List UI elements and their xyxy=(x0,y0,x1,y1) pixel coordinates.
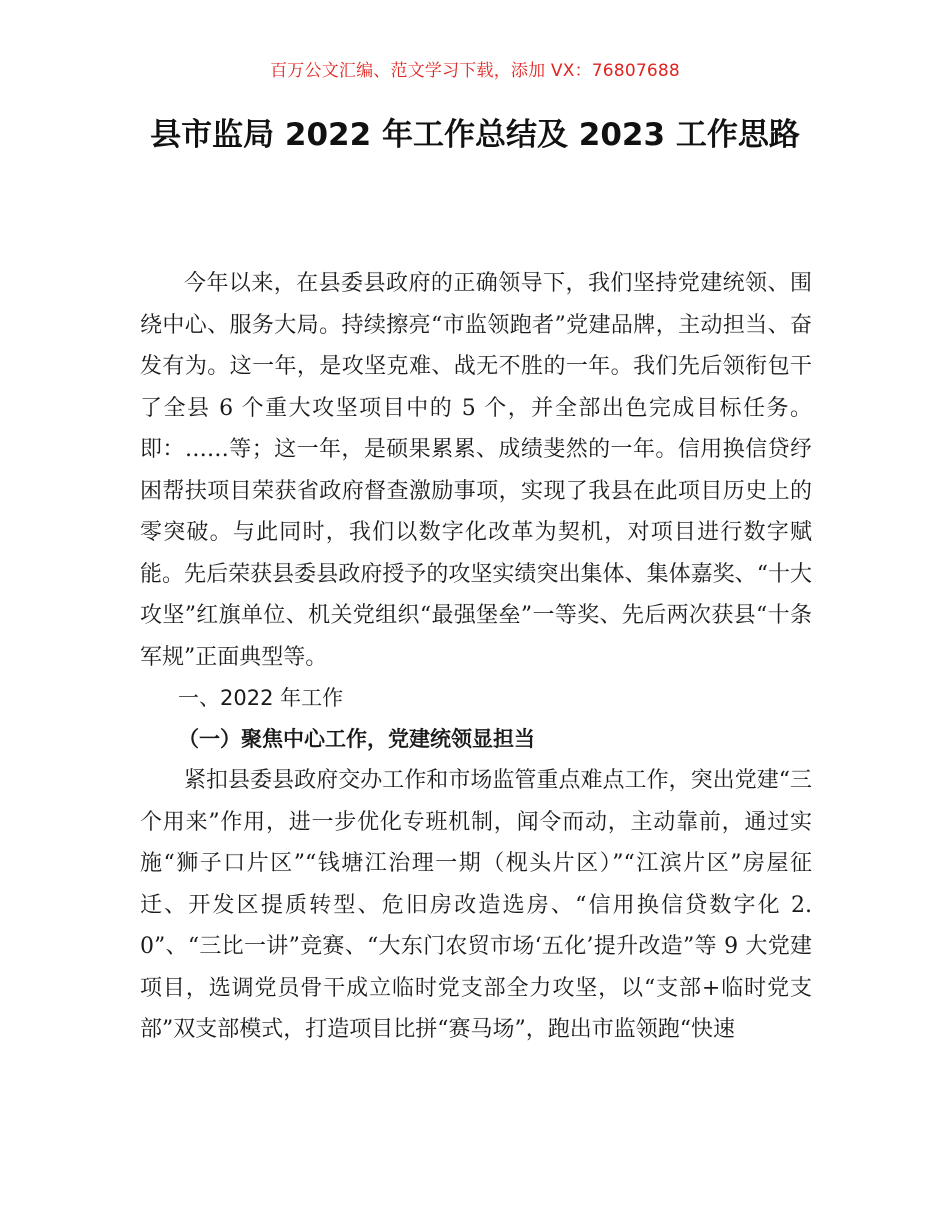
section-heading: 一、2022 年工作 xyxy=(178,686,344,710)
document-title: 县市监局 2022 年工作总结及 2023 工作思路 xyxy=(150,117,800,153)
intro-paragraph: 今年以来，在县委县政府的正确领导下，我们坚持党建统领、围绕中心、服务大局。持续擦亮“市监领跑者”党建品牌，主动担当、奋发有为。这一年，是攻坚克难、战无不胜的一年。我们先后领衔包干了全县 6 个重大攻坚项目中的 5 个，并全部出色完成目标任务。即：……等；这一年，是硕果累累、成绩斐然的一年。信用换信贷纾困帮扶项目荣获省政府督查激励事项，实现了我县在此项目历史上的零突破。与此同时，我们以数字化改革为契机，对项目进行数字赋能。先后荣获县委县政府授予的攻坚实绩突出集体、集体嘉奖、“十大攻坚”红旗单位、机关党组织“最强堡垒”一等奖、先后两次获县“十条军规”正面典型等。 xyxy=(140,271,812,670)
subsection-heading: （一）聚焦中心工作，党建统领显担当 xyxy=(178,727,535,751)
body-paragraph: 紧扣县委县政府交办工作和市场监管重点难点工作，突出党建“三个用来”作用，进一步优化专班机制，闻令而动，主动靠前，通过实施“狮子口片区”“钱塘江治理一期（枧头片区）”“江滨片区”房屋征迁、开发区提质转型、危旧房改造选房、“信用换信贷数字化 2.0”、“三比一讲”竞赛、“大东门农贸市场‘五化’提升改造”等 9 大党建项目，选调党员骨干成立临时党支部全力攻坚，以“支部+临时党支部”双支部模式，打造项目比拼“赛马场”，跑出市监领跑“快速 xyxy=(140,768,813,1042)
header-banner: 百万公文汇编、范文学习下载，添加 VX：76807688 xyxy=(270,61,680,81)
document-body xyxy=(140,263,812,1051)
